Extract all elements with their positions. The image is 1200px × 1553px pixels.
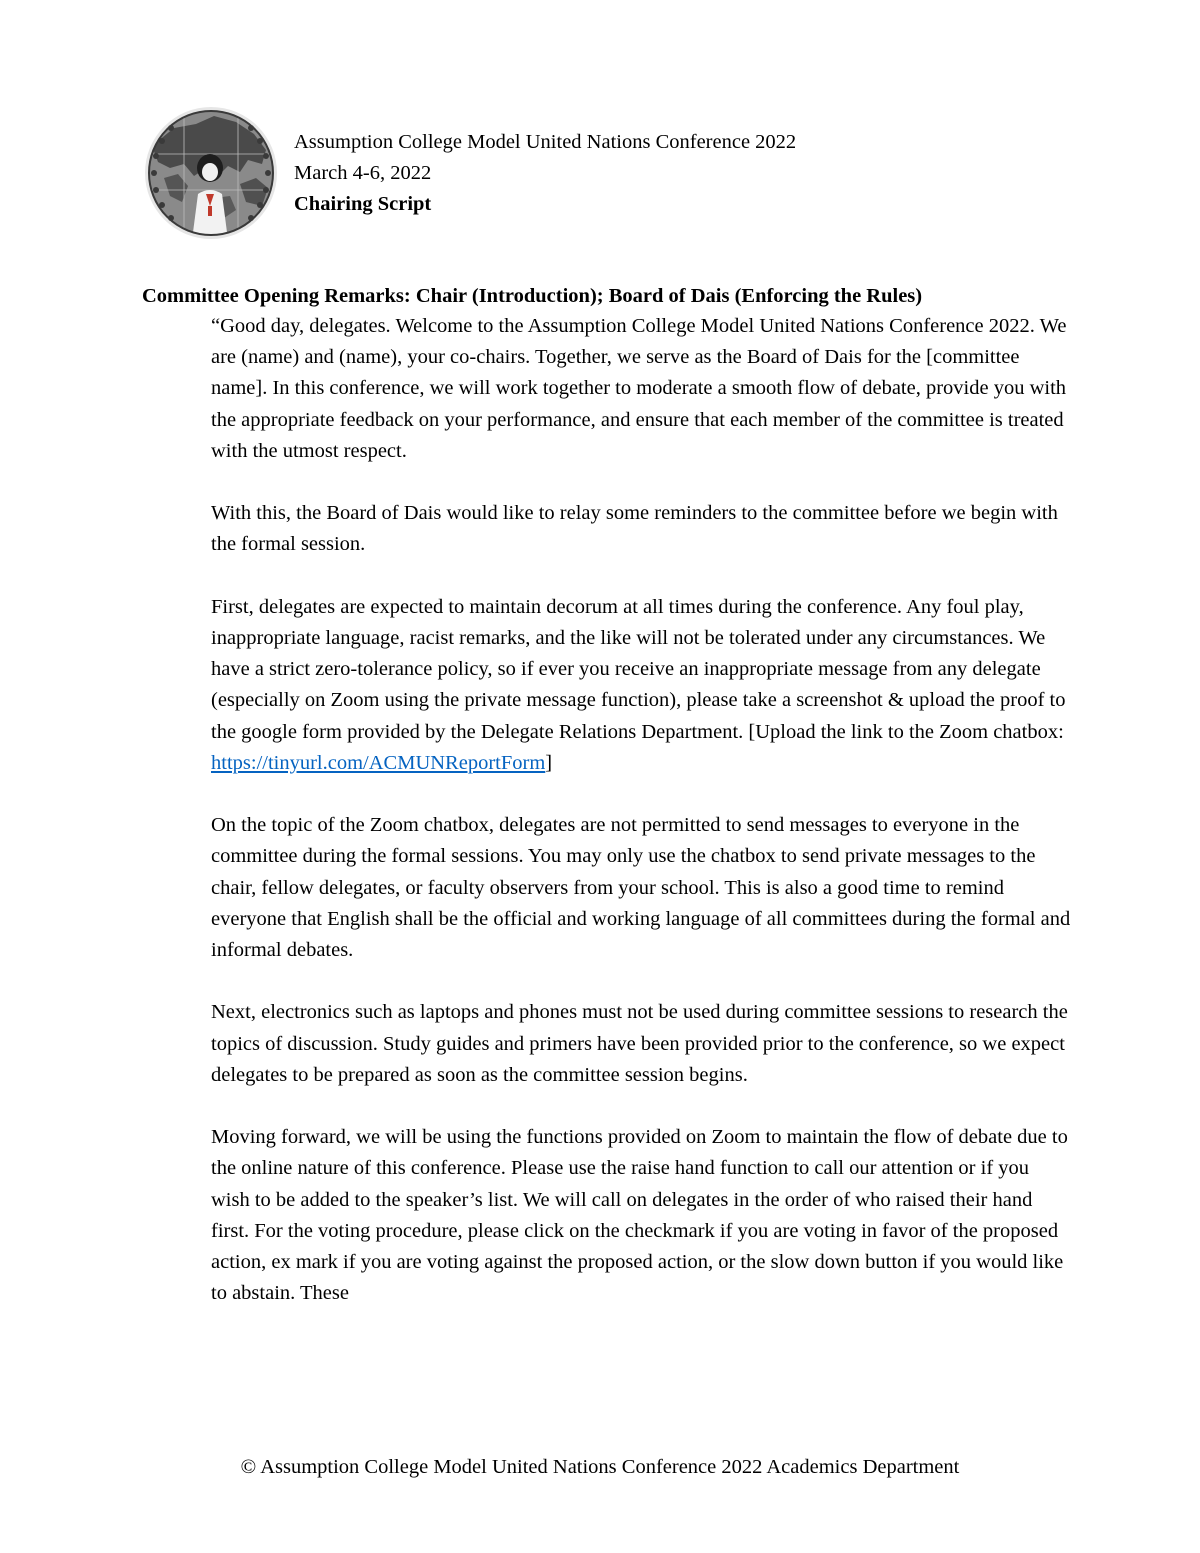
paragraph-welcome: “Good day, delegates. Welcome to the Assumption College Model United Nations Conference 2022. We are (name) and (name), your co-chairs. Together, we serve as the Board of Dais for the [committee name]. In this conference, we will work together to moderate a smooth flow of debate, provide you with the appropriate feedback on your performance, and ensure that each member of the committee is treated with the utmost respect. <box>211 315 1067 462</box>
paragraph-zoom-functions: Moving forward, we will be using the functions provided on Zoom to maintain the flow of debate due to the online nature of this conference. Please use the raise hand function to call our attention or if you wish to be added to the speaker’s list. We will call on delegates in the order of who raised their hand first. For the voting procedure, please click on the checkmark if you are voting in favor of the proposed action, ex mark if you are voting against the proposed action, or the slow down button if you would like to abstain. These <box>211 1126 1068 1305</box>
report-form-link[interactable]: https://tinyurl.com/ACMUNReportForm <box>211 751 546 774</box>
paragraph-decorum-end: ] <box>545 751 553 774</box>
conference-dates: March 4-6, 2022 <box>294 162 432 184</box>
paragraph-electronics: Next, electronics such as laptops and phones must not be used during committee sessions to research the topics of discussion. Study guides and primers have been provided prior to the conference, so we expect delegates to be prepared as soon as the committee session begins. <box>211 1001 1068 1086</box>
section-title: Committee Opening Remarks: Chair (Introduction); Board of Dais (Enforcing the Rules) <box>142 285 923 307</box>
acmun-logo-icon <box>144 106 278 240</box>
conference-name: Assumption College Model United Nations Conference 2022 <box>294 131 797 153</box>
paragraph-chatbox: On the topic of the Zoom chatbox, delegates are not permitted to send messages to everyone in the committee during the formal sessions. You may only use the chatbox to send private messages to the chair, fellow delegates, or faculty observers from your school. This is also a good time to remind everyone that English shall be the official and working language of all committees during the formal and informal debates. <box>211 814 1071 962</box>
page-footer: © Assumption College Model United Nations Conference 2022 Academics Department <box>240 1456 960 1478</box>
paragraph-reminders: With this, the Board of Dais would like to relay some reminders to the committee before we begin with the formal session. <box>211 502 1058 556</box>
paragraph-decorum-text: First, delegates are expected to maintain decorum at all times during the conference. Any foul play, inappropriate language, racist remarks, and the like will not be tolerated under any circumstances. We have a strict zero-tolerance policy, so if ever you receive an inappropriate message from any delegate (especially on Zoom using the private message function), please take a screenshot & upload the proof to the google form provided by the Delegate Relations Department. [Upload the link to the Zoom chatbox: <box>211 595 1066 743</box>
document-body <box>211 311 1071 1341</box>
document-type: Chairing Script <box>294 193 432 215</box>
document-header <box>294 127 796 220</box>
paragraph-decorum <box>211 592 1071 779</box>
